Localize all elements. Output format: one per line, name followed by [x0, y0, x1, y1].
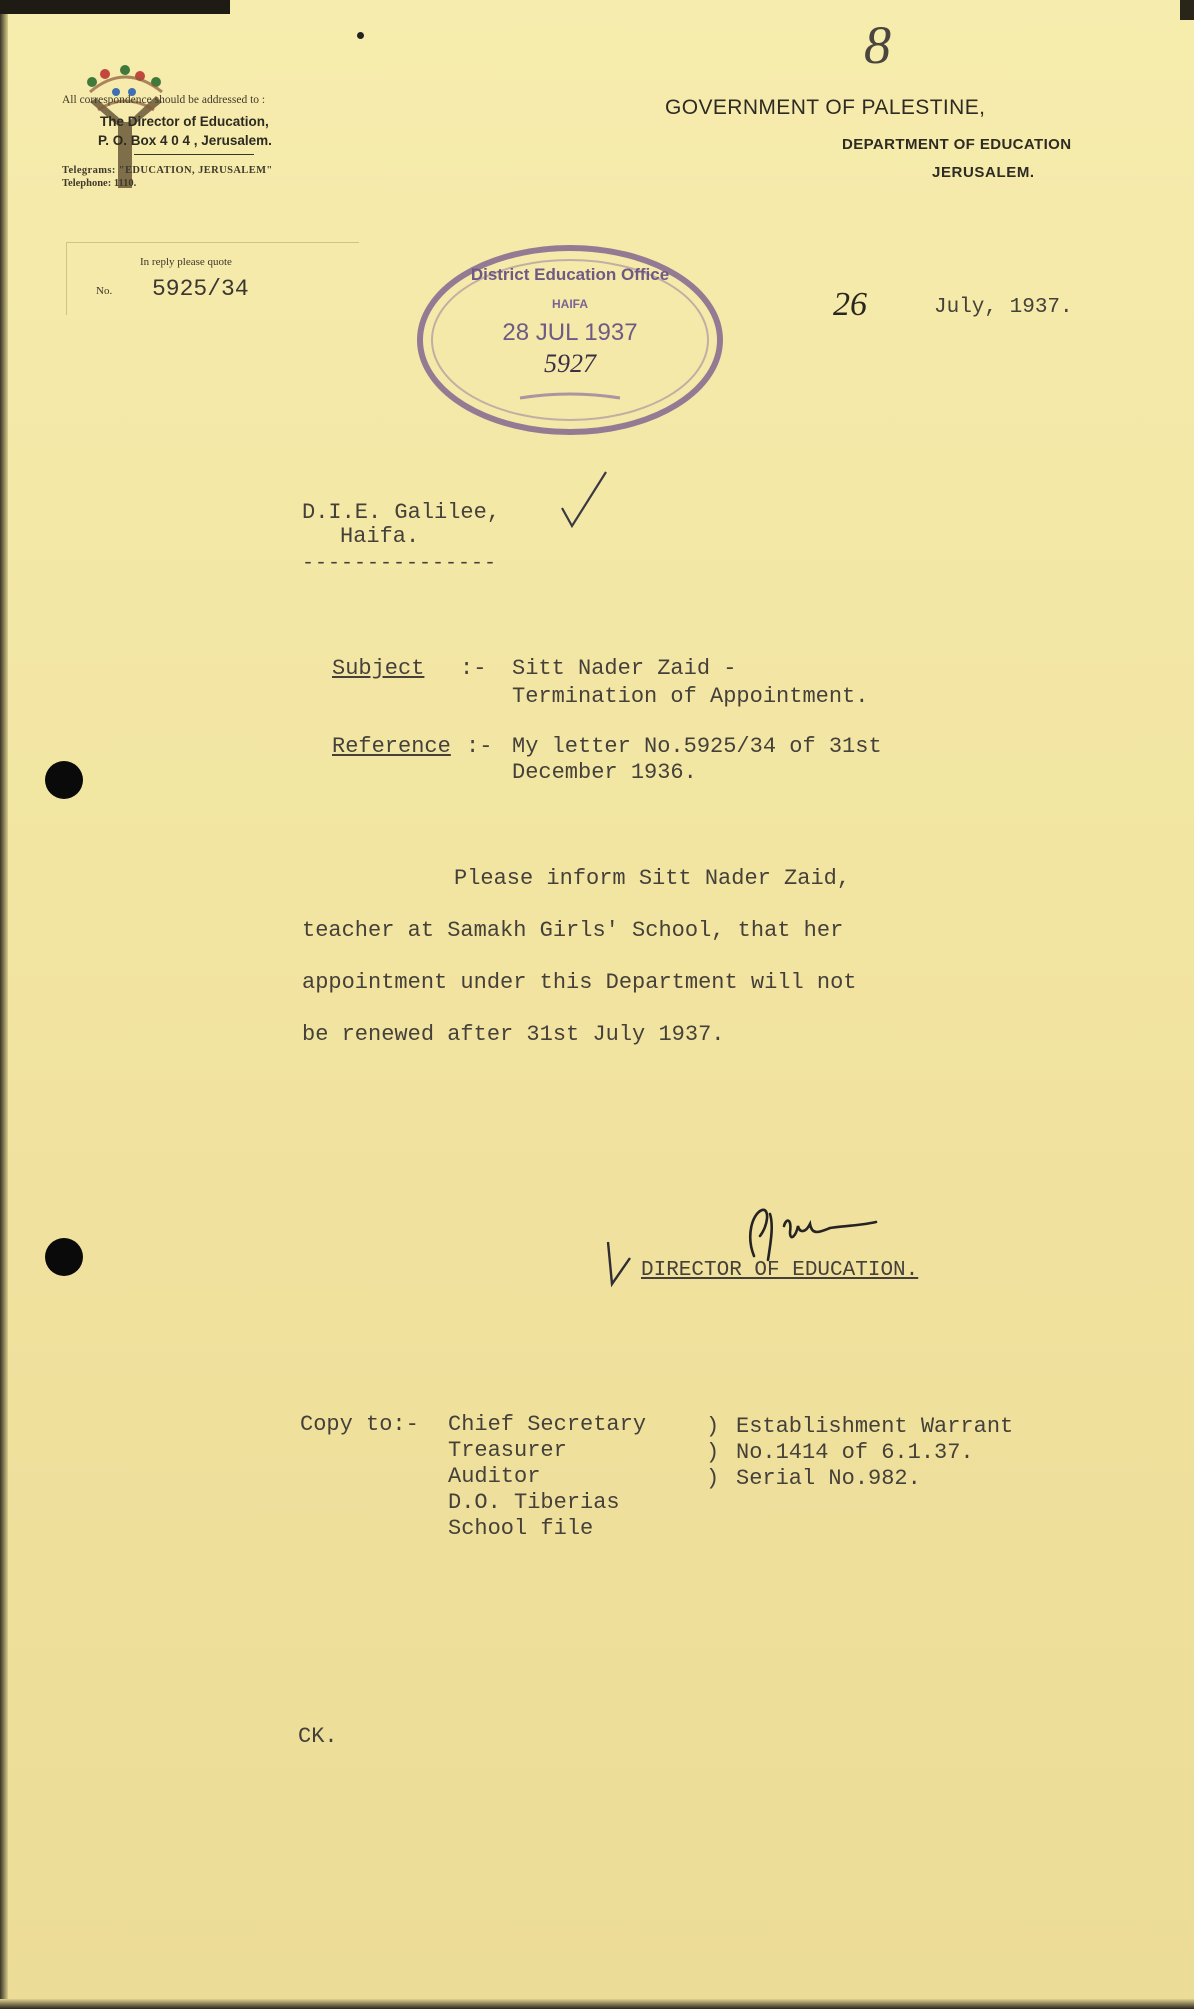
stamp-top-text: District Education Office — [470, 265, 670, 284]
subject-line-1: Sitt Nader Zaid - — [512, 656, 737, 681]
handwritten-signature — [740, 1196, 890, 1268]
page-edge-shadow — [0, 0, 8, 2009]
punch-hole — [45, 761, 83, 799]
subject-line-2: Termination of Appointment. — [512, 684, 869, 709]
city-title: JERUSALEM. — [932, 164, 1035, 181]
reference-number: 5925/34 — [152, 276, 249, 302]
copy-recipient: Auditor — [448, 1464, 541, 1489]
letterhead-block — [62, 94, 362, 189]
no-label: No. — [96, 285, 113, 297]
copy-recipient: D.O. Tiberias — [448, 1490, 620, 1515]
reference-line-2: December 1936. — [512, 760, 697, 785]
addressee-rule: --------------- — [302, 552, 498, 575]
address-line: All correspondence should be addressed to : — [62, 94, 266, 106]
page-number: 8 — [864, 15, 891, 75]
telephone-line: Telephone: 1110. — [62, 178, 137, 189]
scan-corner-mark — [0, 0, 230, 14]
box-line: P. O. Box 4 0 4 , Jerusalem. — [98, 133, 272, 148]
bracket: ) — [706, 1466, 720, 1491]
body-line-2: teacher at Samakh Girls' School, that her — [302, 918, 844, 943]
bracket: ) — [706, 1414, 720, 1439]
copy-to-label: Copy to:- — [300, 1412, 419, 1437]
stamp-date: 28 JUL 1937 — [502, 319, 638, 346]
punch-hole — [45, 1238, 83, 1276]
reply-note: In reply please quote — [140, 256, 232, 268]
subject-separator: :- — [460, 656, 487, 681]
body-line-3: appointment under this Department will not — [302, 970, 857, 995]
typist-initials: CK. — [298, 1724, 338, 1749]
received-stamp — [410, 240, 730, 440]
addressee-line-2: Haifa. — [340, 524, 420, 549]
reference-separator: :- — [466, 734, 493, 759]
government-title: GOVERNMENT OF PALESTINE, — [665, 96, 986, 119]
letterhead-rule — [134, 154, 254, 155]
page-bottom-shadow — [0, 1999, 1194, 2009]
body-line-4: be renewed after 31st July 1937. — [302, 1022, 725, 1047]
warrant-line: Serial No.982. — [736, 1466, 921, 1491]
copy-recipient: Treasurer — [448, 1438, 567, 1463]
body-line-1: Please inform Sitt Nader Zaid, — [454, 866, 851, 891]
signatory-title: DIRECTOR OF EDUCATION. — [641, 1259, 919, 1282]
subject-label: Subject — [332, 656, 425, 681]
addressee-line-1: D.I.E. Galilee, — [302, 500, 501, 525]
ink-speck — [357, 32, 364, 39]
reference-line-1: My letter No.5925/34 of 31st — [512, 734, 882, 759]
director-line: The Director of Education, — [100, 114, 269, 129]
telegrams-line: Telegrams: "EDUCATION, JERUSALEM" — [62, 165, 273, 176]
stamp-number: 5927 — [544, 349, 596, 378]
stamp-city: HAIFA — [552, 297, 588, 311]
warrant-line: No.1414 of 6.1.37. — [736, 1440, 974, 1465]
copy-recipient: School file — [448, 1516, 594, 1541]
department-title: DEPARTMENT OF EDUCATION — [842, 136, 1072, 153]
warrant-line: Establishment Warrant — [736, 1414, 1014, 1439]
checkmark-icon — [560, 470, 610, 530]
date-day-handwritten: 26 — [833, 286, 867, 323]
bracket: ) — [706, 1440, 720, 1465]
scan-corner-mark-right — [1180, 0, 1194, 20]
copy-recipient: Chief Secretary — [448, 1412, 647, 1437]
reference-label: Reference — [332, 734, 451, 759]
checkmark-icon — [604, 1238, 634, 1288]
date-typed: July, 1937. — [934, 296, 1073, 319]
